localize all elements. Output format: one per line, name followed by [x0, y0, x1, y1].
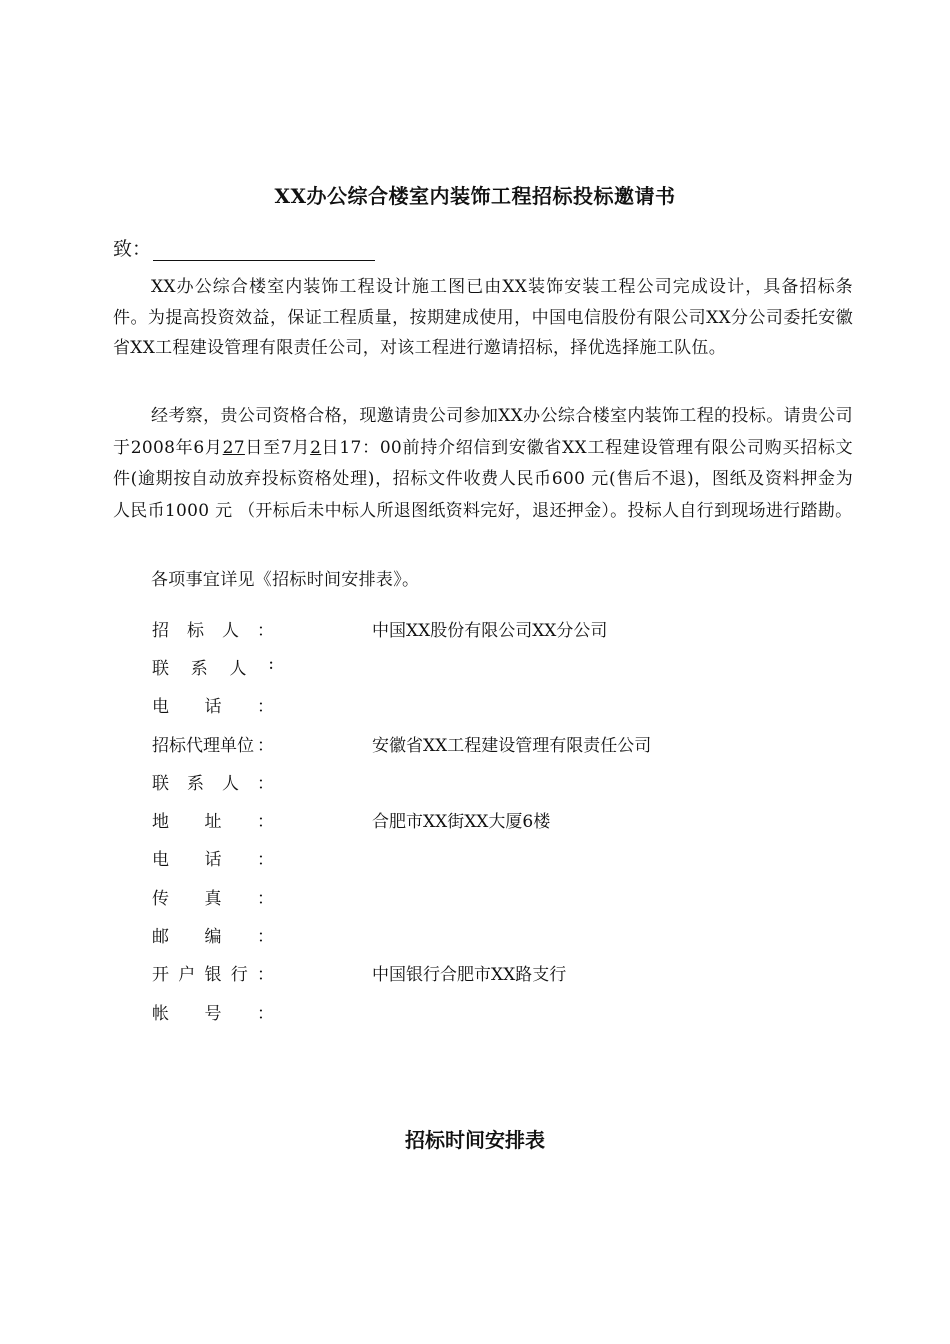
info-label-char: 号 [204, 1003, 222, 1024]
info-label-colon: ： [257, 735, 274, 756]
info-label-char: 户 [178, 965, 196, 986]
invitation-day-end: 2 [310, 437, 322, 458]
info-label-char: 地 [152, 812, 169, 833]
info-label-colon: : [268, 653, 274, 674]
info-label-char: 招标代理单位 [152, 735, 254, 756]
paragraph-schedule-ref: 各项事宜详见《招标时间安排表》。 [151, 570, 420, 590]
info-row [152, 686, 852, 724]
info-label-colon: ： [257, 850, 274, 871]
invitation-day-start: 27 [222, 437, 245, 458]
info-row [152, 992, 852, 1030]
info-label [152, 616, 274, 641]
info-row [152, 877, 852, 915]
paragraph-intro: XX办公综合楼室内装饰工程设计施工图已由XX装饰安装工程公司完成设计，具备招标条件。为提高投资效益，保证工程质量，按期建成使用，中国电信股份有限公司XX分公司委托安徽省XX工程建设管理有限责任公司，对该工程进行邀请招标，择优选择施工队伍。 [113, 277, 853, 358]
info-label-char: 真 [204, 888, 222, 909]
info-label-colon: ： [257, 927, 274, 948]
info-label-colon: ： [257, 965, 274, 986]
info-label-char: 系 [187, 773, 204, 794]
info-label-char: 址 [204, 812, 222, 833]
info-label-char: 开 [152, 965, 169, 986]
info-label-char: 话 [204, 697, 222, 718]
invitation-text-1: 经考察，贵公司资格合格，现邀请贵公司参加XX办公综合楼室内装饰工程的投标。请贵公司于2008年6月 [113, 406, 853, 458]
info-label [152, 845, 274, 870]
info-label-colon: ： [257, 773, 274, 794]
info-label-char: 编 [204, 927, 222, 948]
info-label-char: 招 [152, 620, 169, 641]
info-label-char: 人 [229, 658, 247, 679]
info-label [152, 922, 274, 947]
info-label-char: 标 [187, 620, 204, 641]
info-value: 合肥市XX街XX大厦6楼 [372, 812, 551, 833]
info-label-char: 电 [152, 697, 169, 718]
info-label-colon: ： [257, 1003, 274, 1024]
info-value: 中国XX股份有限公司XX分公司 [372, 620, 608, 641]
info-label-colon: ： [257, 697, 274, 718]
info-label-colon: ： [257, 812, 274, 833]
info-row [152, 724, 852, 762]
info-label-colon: ： [257, 888, 274, 909]
info-row [152, 800, 852, 838]
info-label [152, 654, 274, 679]
info-label-char: 联 [152, 773, 169, 794]
info-label [152, 807, 274, 832]
info-label-char: 传 [152, 888, 169, 909]
info-label-char: 邮 [152, 927, 169, 948]
schedule-title: 招标时间安排表 [405, 1128, 545, 1152]
info-label-char: 电 [152, 850, 169, 871]
info-label-char: 人 [222, 620, 239, 641]
recipient-blank [153, 238, 375, 261]
info-row [152, 915, 852, 953]
info-label-char: 联 [152, 658, 169, 679]
info-row [152, 762, 852, 800]
info-label [152, 769, 274, 794]
recipient-label: 致： [113, 238, 152, 260]
info-label [152, 999, 274, 1024]
info-label-char: 人 [222, 773, 239, 794]
info-label [152, 731, 274, 756]
paragraph-invitation [113, 401, 853, 527]
info-label-char: 行 [230, 965, 248, 986]
info-label-char: 帐 [152, 1003, 169, 1024]
contact-info-list [152, 609, 852, 1030]
info-label-char: 系 [190, 658, 208, 679]
info-row [152, 609, 852, 647]
recipient-line [113, 234, 375, 261]
info-value: 中国银行合肥市XX路支行 [372, 965, 567, 986]
info-label-char: 话 [204, 850, 222, 871]
info-row [152, 839, 852, 877]
info-label [152, 884, 274, 909]
info-row [152, 647, 852, 685]
invitation-text-3: 日17：00前持介绍信到安徽省XX工程建设管理有限公司购买招标文件(逾期按自动放弃投标资格处理)，招标文件收费人民币600 元(售后不退)，图纸及资料押金为人民币1000 元 （开标后未中标人所退图纸资料完好，退还押金）。投标人自行到现场进行踏勘。 [113, 437, 853, 521]
info-value: 安徽省XX工程建设管理有限责任公司 [372, 735, 652, 756]
info-label-colon: ： [257, 620, 274, 641]
info-row [152, 954, 852, 992]
document-title: XX办公综合楼室内装饰工程招标投标邀请书 [274, 184, 676, 208]
info-label-char: 银 [204, 965, 222, 986]
info-label [152, 960, 274, 985]
invitation-text-2: 日至7月 [244, 437, 311, 458]
info-label [152, 692, 274, 717]
